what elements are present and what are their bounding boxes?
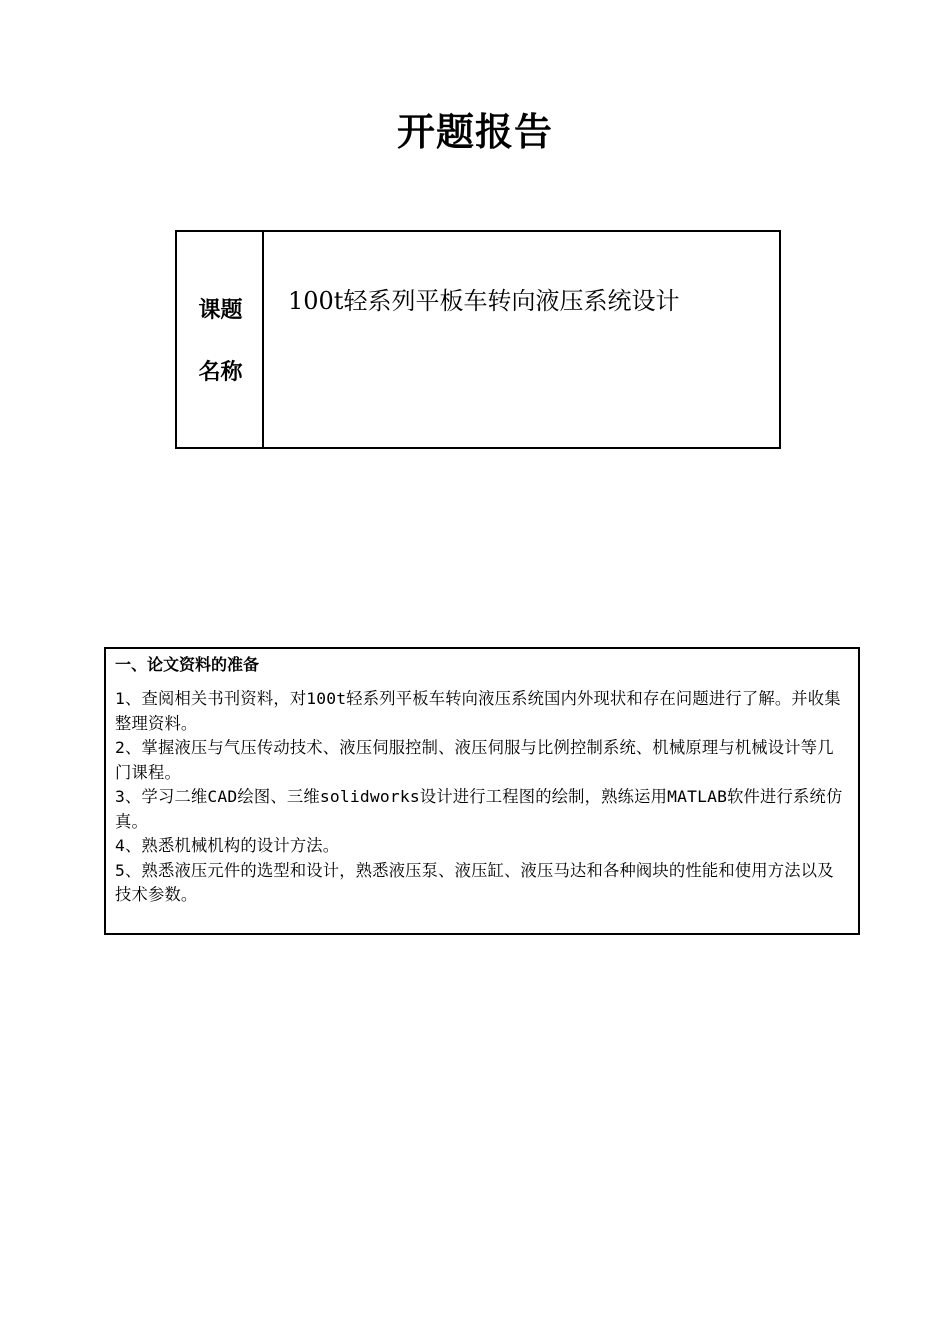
list-item: 2、掌握液压与气压传动技术、液压伺服控制、液压伺服与比例控制系统、机械原理与机械设计等几门课程。	[115, 738, 834, 782]
section-heading: 一、论文资料的准备	[115, 655, 260, 674]
list-item: 3、学习二维CAD绘图、三维solidworks设计进行工程图的绘制，熟练运用MATLAB软件进行系统仿真。	[115, 787, 843, 831]
list-item: 5、熟悉液压元件的选型和设计，熟悉液压泵、液压缸、液压马达和各种阀块的性能和使用方法以及技术参数。	[115, 860, 834, 904]
list-item: 1、查阅相关书刊资料，对100t轻系列平板车转向液压系统国内外现状和存在问题进行了解。并收集整理资料。	[115, 689, 841, 733]
topic-title: 100t轻系列平板车转向液压系统设计	[288, 287, 680, 315]
topic-label-line2: 名称	[198, 360, 243, 385]
topic-value-cell	[264, 232, 779, 447]
list-item: 4、熟悉机械机构的设计方法。	[115, 836, 340, 855]
topic-label-cell	[177, 232, 264, 447]
page-title: 开题报告	[396, 110, 553, 154]
preparation-section	[104, 647, 860, 935]
topic-table	[175, 230, 781, 449]
topic-label-line1: 课题	[198, 298, 243, 323]
